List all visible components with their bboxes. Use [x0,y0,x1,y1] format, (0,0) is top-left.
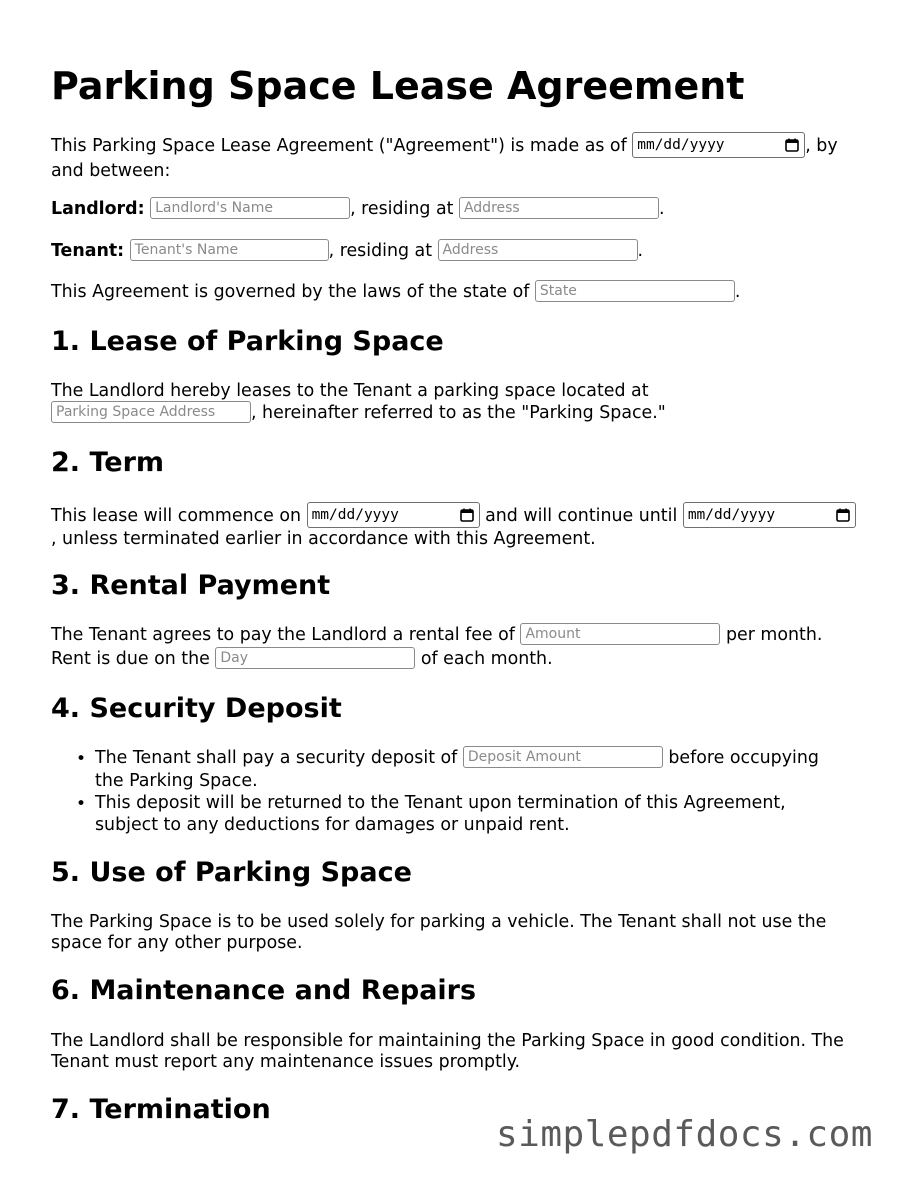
start-date-input[interactable]: mm/dd/yyyy [307,502,480,528]
governing-line: This Agreement is governed by the laws of the state of State . [51,282,741,302]
section-heading-term: 2. Term [51,447,165,478]
deposit-bullet1: The Tenant shall pay a security deposit of Deposit Amount before occupying [95,748,819,768]
intro-line2: and between: [51,161,171,181]
intro-paragraph [51,133,838,159]
day-input[interactable]: Day [215,647,415,669]
governing-text: This Agreement is governed by the laws of the state of [51,282,530,302]
landlord-residing-text: , residing at [350,199,454,219]
rental-line2: Rent is due on the Day of each month. [51,649,553,669]
maintenance-text-line2: Tenant must report any maintenance issues promptly. [51,1052,521,1072]
section1-text-line1: The Landlord hereby leases to the Tenant a parking space located at [51,381,649,401]
calendar-icon[interactable] [460,508,474,522]
landlord-line: Landlord: Landlord's Name , residing at Address . [51,199,665,219]
bullet-dot: • [76,794,87,814]
bullet-dot: • [76,749,87,769]
section-heading-use: 5. Use of Parking Space [51,857,412,888]
calendar-icon[interactable] [785,138,799,152]
term-line2: , unless terminated earlier in accordance with this Agreement. [51,529,596,549]
watermark: simplepdfdocs.com [496,1114,873,1155]
deposit-bullet2: This deposit will be returned to the Tenant upon termination of this Agreement, [95,793,786,813]
landlord-name-input[interactable]: Landlord's Name [150,197,350,219]
section-heading-maintenance: 6. Maintenance and Repairs [51,975,477,1006]
term-line: This lease will commence on mm/dd/yyyy and will continue until mm/dd/yyyy [51,503,856,529]
page-title: Parking Space Lease Agreement [51,64,745,108]
use-text-line2: space for any other purpose. [51,933,303,953]
intro-text-after: , by [805,136,838,156]
section-heading-lease: 1. Lease of Parking Space [51,326,444,357]
amount-input[interactable]: Amount [520,623,720,645]
state-input[interactable]: State [535,280,735,302]
tenant-line: Tenant: Tenant's Name , residing at Address . [51,241,644,261]
maintenance-text-line1: The Landlord shall be responsible for maintaining the Parking Space in good condition. The [51,1031,844,1051]
calendar-icon[interactable] [836,508,850,522]
deposit-bullet2-line2: subject to any deductions for damages or unpaid rent. [95,815,570,835]
section-heading-termination: 7. Termination [51,1094,271,1125]
tenant-address-input[interactable]: Address [438,239,638,261]
intro-text: This Parking Space Lease Agreement ("Agreement") is made as of [51,136,627,156]
use-text-line1: The Parking Space is to be used solely for parking a vehicle. The Tenant shall not use the [51,912,827,932]
section1-text-line2: , hereinafter referred to as the "Parking Space." [251,403,666,423]
agreement-date-input[interactable]: mm/dd/yyyy [632,132,805,158]
tenant-label: Tenant: [51,241,125,261]
parking-space-address-input[interactable]: Parking Space Address [51,401,251,423]
section-heading-rental-payment: 3. Rental Payment [51,570,331,601]
section-heading-security-deposit: 4. Security Deposit [51,693,342,724]
landlord-label: Landlord: [51,199,145,219]
rental-line1: The Tenant agrees to pay the Landlord a rental fee of Amount per month. [51,625,823,645]
deposit-bullet1-line2: the Parking Space. [95,771,258,791]
end-date-input[interactable]: mm/dd/yyyy [683,502,856,528]
section1-line2 [51,402,666,424]
landlord-address-input[interactable]: Address [459,197,659,219]
tenant-name-input[interactable]: Tenant's Name [130,239,329,261]
deposit-amount-input[interactable]: Deposit Amount [463,746,663,768]
tenant-residing-text: , residing at [328,241,433,261]
